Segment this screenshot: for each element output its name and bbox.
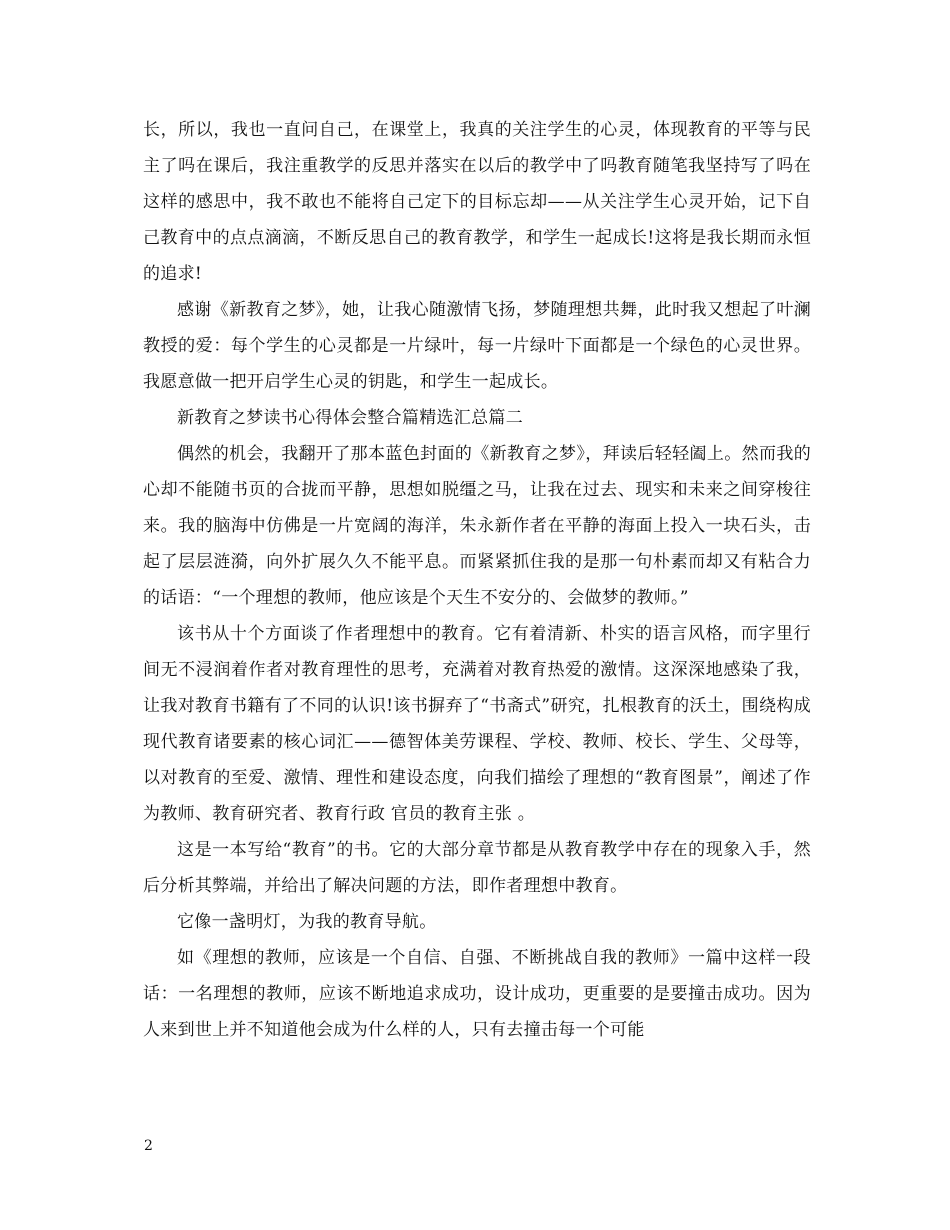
body-text (143, 112, 811, 1048)
paragraph: 该书从十个方面谈了作者理想中的教育。它有着清新、朴实的语言风格，而字里行间无不浸润着作者对教育理性的思考，充满着对教育热爱的激情。这深深地感染了我，让我对教育书籍有了不同的认识!该书摒弃了“书斋式”研究，扎根教育的沃土，围绕构成现代教育诸要素的核心词汇——德智体美劳课程、学校、教师、校长、学生、父母等，以对教育的至爱、激情、理性和建设态度，向我们描绘了理想的“教育图景”，阐述了作为教师、教育研究者、教育行政 官员的教育主张 。 (143, 624, 811, 824)
paragraph: 感谢《新教育之梦》，她，让我心随激情飞扬，梦随理想共舞，此时我又想起了叶澜教授的爱：每个学生的心灵都是一片绿叶，每一片绿叶下面都是一个绿色的心灵世界。我愿意做一把开启学生心灵的钥匙，和学生一起成长。 (143, 300, 811, 392)
paragraph: 这是一本写给“教育”的书。它的大部分章节都是从教育教学中存在的现象入手，然后分析其弊端，并给出了解决问题的方法，即作者理想中教育。 (143, 840, 811, 896)
paragraph: 它像一盏明灯，为我的教育导航。 (177, 912, 437, 932)
page-number: 2 (144, 1138, 153, 1154)
section-heading: 新教育之梦读书心得体会整合篇精选汇总篇二 (177, 408, 523, 428)
paragraph: 长，所以，我也一直问自己，在课堂上，我真的关注学生的心灵，体现教育的平等与民主了吗在课后，我注重教学的反思并落实在以后的教学中了吗教育随笔我坚持写了吗在这样的感思中，我不敢也不能将自己定下的目标忘却——从关注学生心灵开始，记下自己教育中的点点滴滴，不断反思自己的教育教学，和学生一起成长!这将是我长期而永恒的追求! (143, 120, 811, 284)
paragraph: 偶然的机会，我翻开了那本蓝色封面的《新教育之梦》，拜读后轻轻阖上。然而我的心却不能随书页的合拢而平静，思想如脱缰之马，让我在过去、现实和未来之间穿梭往来。我的脑海中仿佛是一片宽阔的海洋，朱永新作者在平静的海面上投入一块石头，击起了层层涟漪，向外扩展久久不能平息。而紧紧抓住我的是那一句朴素而却又有粘合力的话语：“一个理想的教师，他应该是个天生不安分的、会做梦的教师。” (143, 444, 811, 608)
paragraph: 如《理想的教师，应该是一个自信、自强、不断挑战自我的教师》一篇中这样一段话：一名理想的教师，应该不断地追求成功，设计成功，更重要的是要撞击成功。因为人来到世上并不知道他会成为什么样的人，只有去撞击每一个可能 (143, 948, 811, 1040)
